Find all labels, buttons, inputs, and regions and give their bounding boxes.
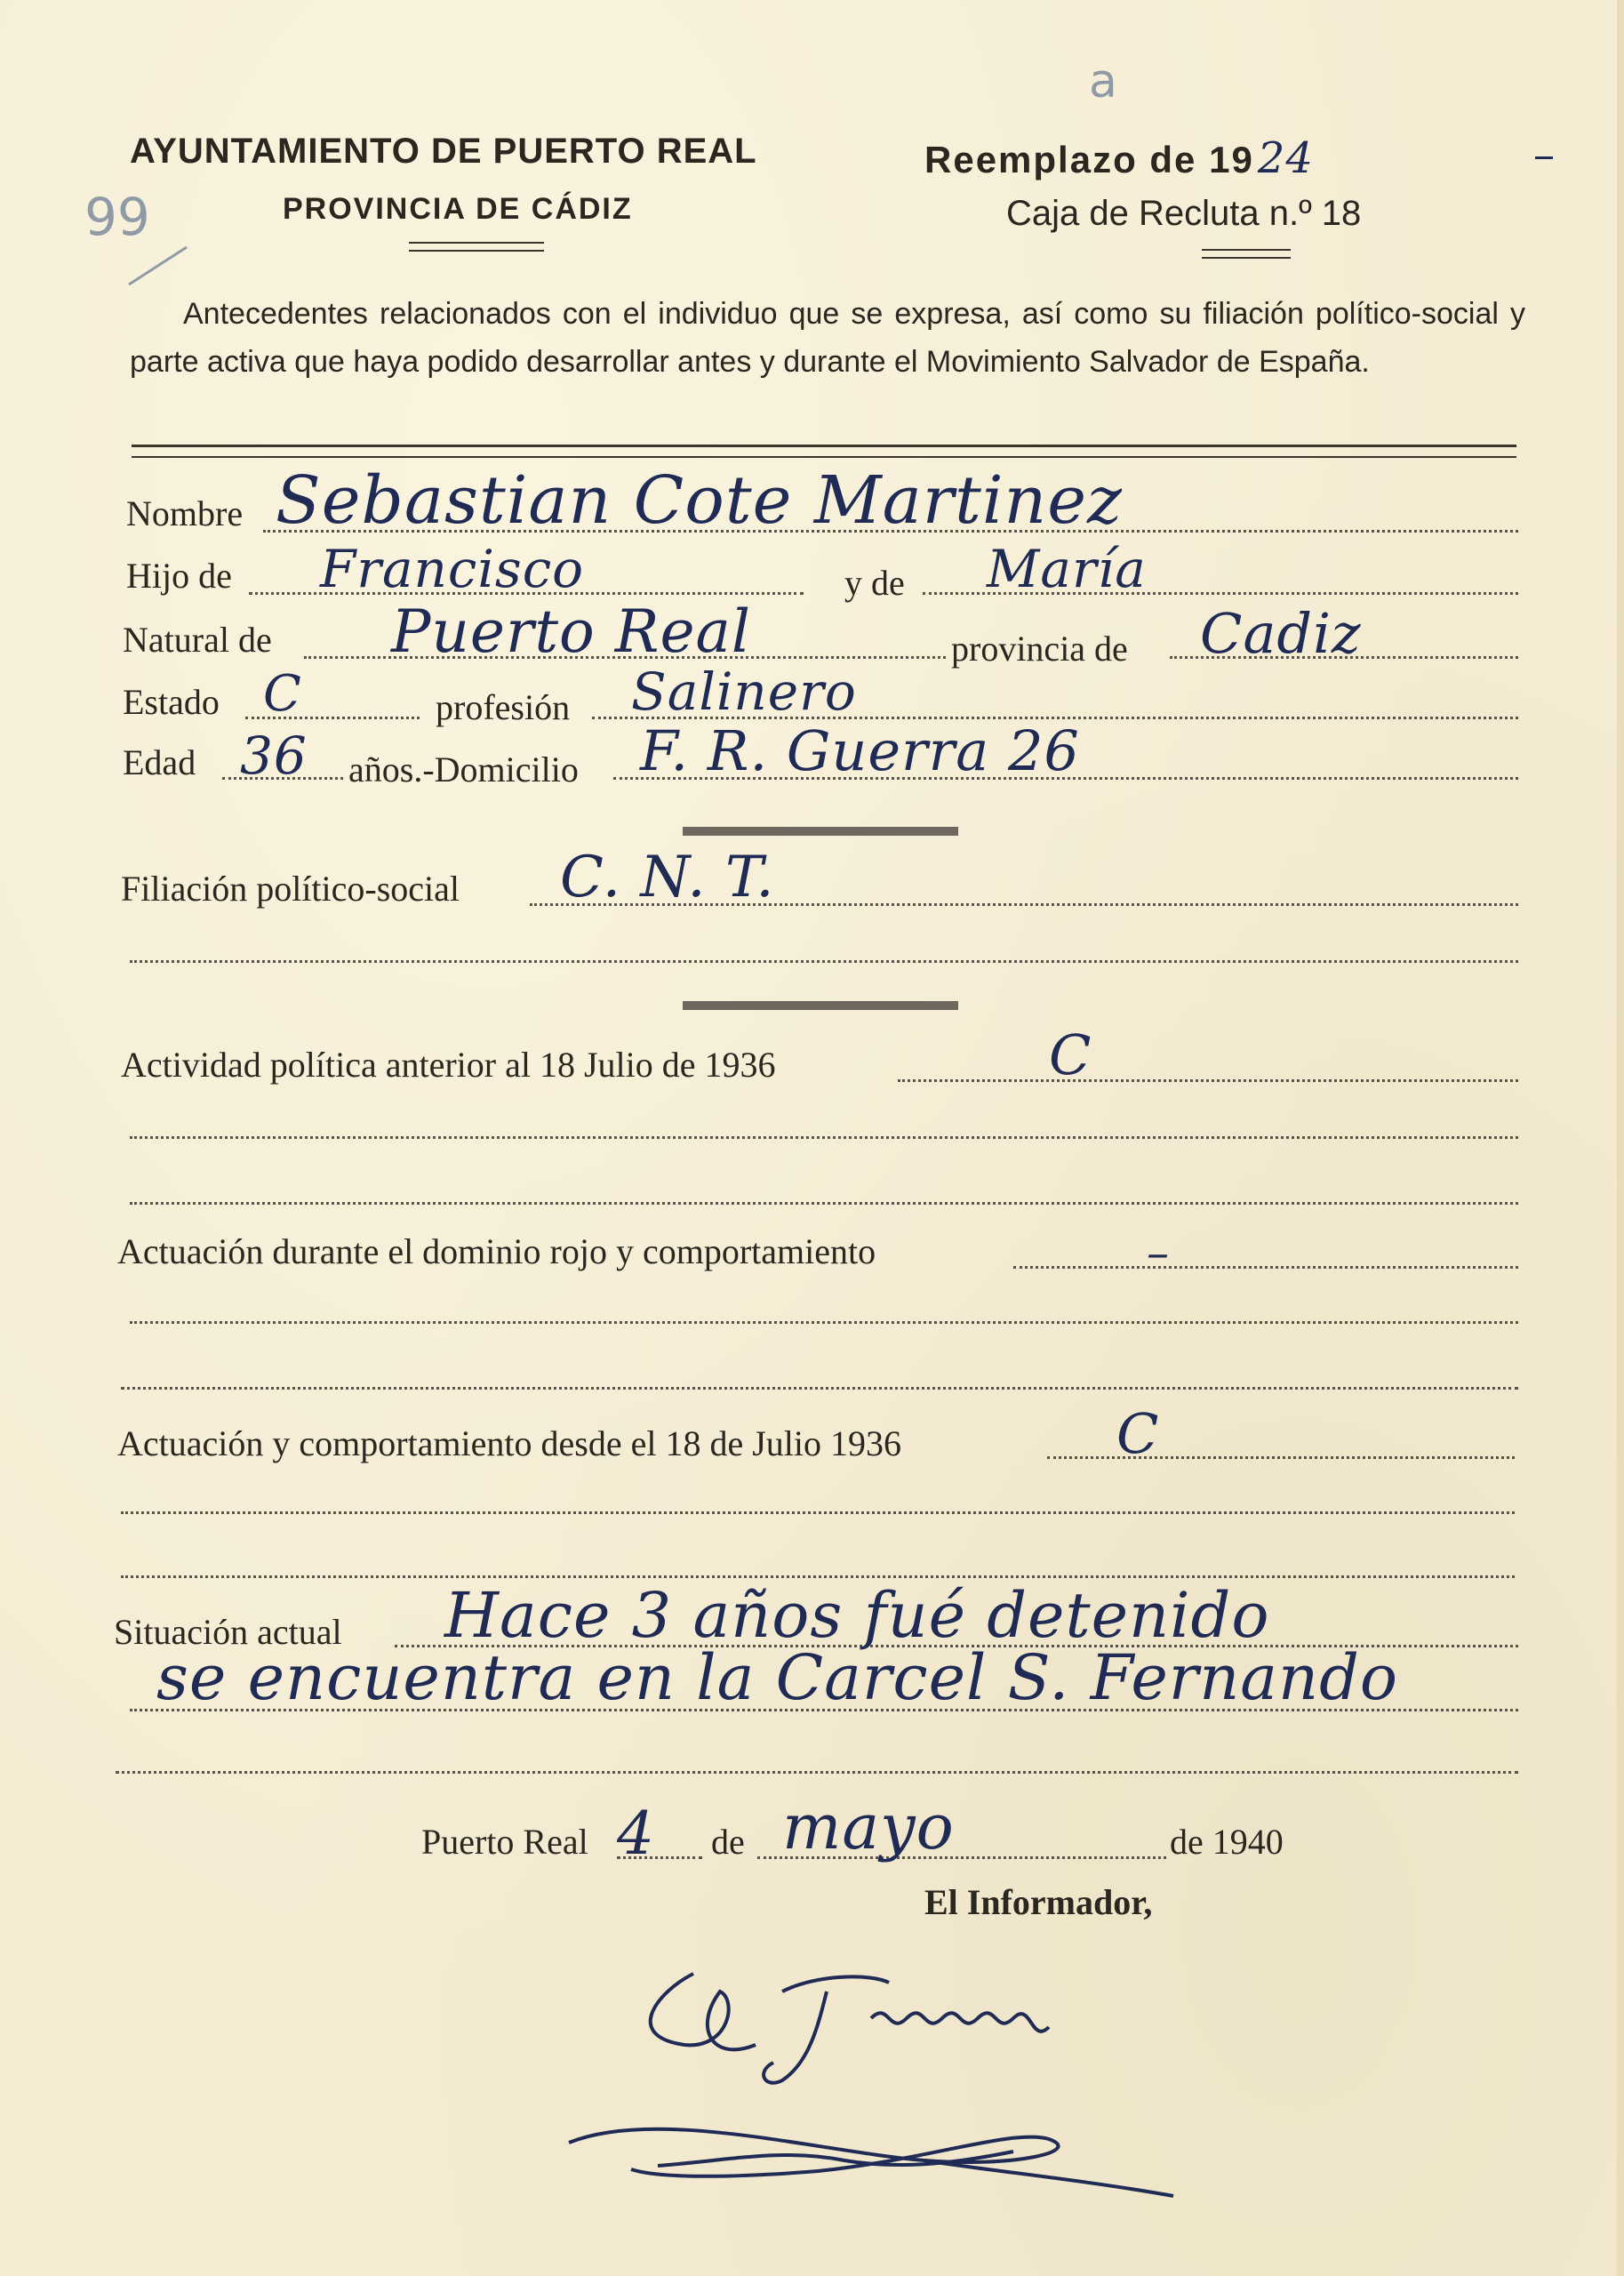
filiacion-value: C. N. T.	[560, 845, 775, 910]
reemplazo-year: 24	[1257, 133, 1314, 183]
year-label: de 1940	[1170, 1822, 1284, 1862]
filiacion-line-2	[130, 960, 1518, 963]
situacion-value-line2: se encuentra en la Carcel S. Fernando	[156, 1641, 1399, 1714]
divider-bar-1	[683, 827, 958, 836]
estado-label: Estado	[123, 682, 220, 722]
actuacion-desde-line-3	[121, 1575, 1515, 1578]
municipality-title: AYUNTAMIENTO DE PUERTO REAL	[130, 132, 757, 171]
divider-bar-2	[683, 1001, 958, 1010]
estado-value: C	[263, 665, 302, 723]
intro-paragraph: Antecedentes relacionados con el individuo que se expresa, así como su filiación político-social y parte activa que haya podido desarrollar antes y durante el Movimiento Salvador de España.	[130, 297, 1525, 379]
page-edge	[1617, 0, 1624, 2276]
provincia-label: provincia de	[951, 629, 1128, 669]
reemplazo-dash	[1535, 156, 1553, 159]
actuacion-desde-line-2	[121, 1511, 1515, 1514]
header-left-rule	[409, 242, 544, 252]
provincia-value: Cadiz	[1200, 601, 1362, 666]
profesion-label: profesión	[436, 687, 571, 727]
filiacion-label: Filiación político-social	[121, 869, 460, 909]
profesion-value: Salinero	[631, 661, 857, 722]
pencil-stroke	[124, 240, 196, 293]
day-value: 4	[617, 1799, 655, 1868]
edad-label: Edad	[123, 742, 196, 782]
actuacion-rojo-value: –	[1147, 1227, 1170, 1278]
actuacion-desde-label: Actuación y comportamiento desde el 18 de Julio 1936	[117, 1423, 902, 1463]
caja-recluta: Caja de Recluta n.º 18	[1006, 194, 1362, 233]
situacion-line-3	[116, 1771, 1518, 1774]
anos-domicilio-label: años.-Domicilio	[348, 749, 579, 789]
pencil-mark-left: 99	[84, 187, 150, 247]
actuacion-desde-value: C	[1116, 1401, 1160, 1466]
actuacion-rojo-label: Actuación durante el dominio rojo y comportamiento	[117, 1231, 876, 1271]
situacion-label: Situación actual	[114, 1612, 342, 1652]
signature	[551, 1938, 1227, 2205]
y-de-label: y de	[844, 563, 905, 603]
section-divider	[132, 445, 1516, 458]
actividad-line	[898, 1079, 1518, 1082]
madre-value: María	[987, 539, 1147, 599]
header-right-rule	[1202, 249, 1291, 259]
actuacion-rojo-line-2	[130, 1321, 1518, 1324]
month-value: mayo	[782, 1791, 955, 1863]
edad-value: 36	[240, 725, 308, 786]
hijo-label: Hijo de	[126, 556, 232, 596]
situacion-value-line1: Hace 3 años fué detenido	[444, 1579, 1270, 1652]
actividad-value: C	[1049, 1022, 1092, 1087]
actuacion-rojo-line	[1013, 1266, 1518, 1269]
natural-label: Natural de	[123, 620, 272, 660]
reemplazo-label	[924, 133, 1314, 183]
province-subtitle: PROVINCIA DE CÁDIZ	[283, 192, 633, 226]
domicilio-value: F. R. Guerra 26	[640, 718, 1080, 783]
padre-value: Francisco	[320, 539, 585, 599]
reemplazo-text: Reemplazo de 19	[924, 139, 1254, 180]
de-label: de	[711, 1822, 745, 1862]
nombre-label: Nombre	[126, 493, 244, 533]
actividad-line-3	[130, 1202, 1518, 1205]
nombre-value: Sebastian Cote Martinez	[276, 462, 1123, 539]
actuacion-rojo-line-3	[121, 1387, 1518, 1390]
pencil-mark-top: a	[1089, 55, 1117, 108]
place-label: Puerto Real	[421, 1822, 588, 1862]
actividad-label: Actividad política anterior al 18 Julio de 1936	[121, 1045, 776, 1085]
actividad-line-2	[130, 1136, 1518, 1139]
informador-label: El Informador,	[924, 1882, 1153, 1922]
natural-value: Puerto Real	[391, 597, 751, 666]
